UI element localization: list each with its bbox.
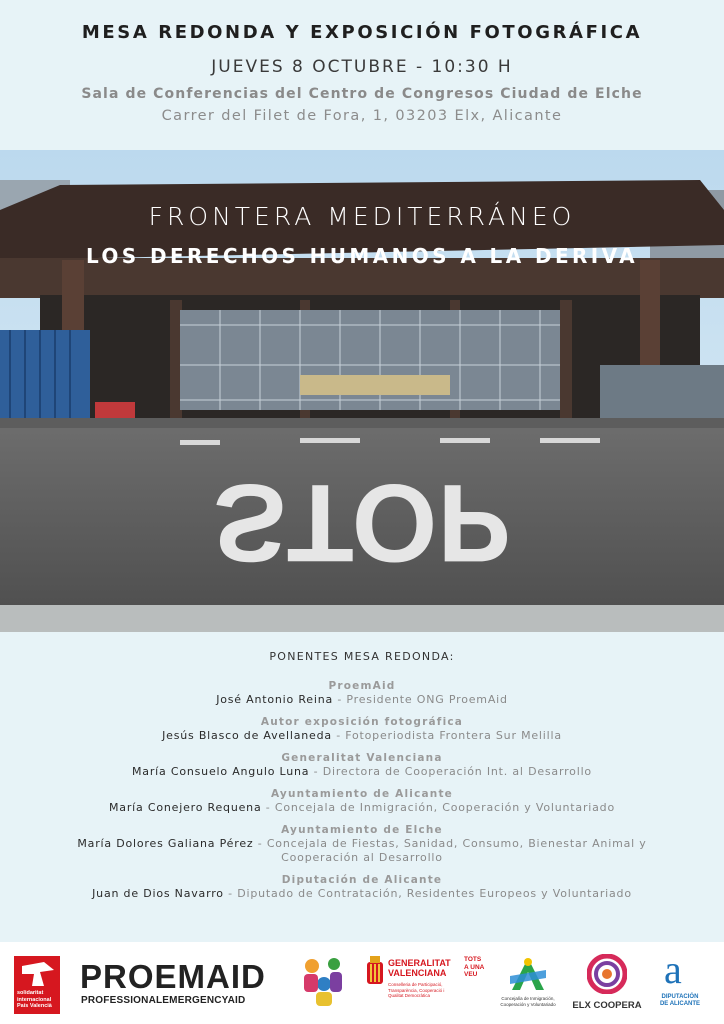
tots-a-una-veu-text: TOTS A UNA VEU [464, 956, 485, 978]
speaker-group [0, 715, 724, 743]
speaker-name: María Consuelo Angulo Luna [132, 765, 310, 778]
elx-coopera-logo [572, 954, 642, 1016]
speaker-role: - Diputado de Contratación, Residentes Europeos y Voluntariado [223, 887, 632, 900]
generalitat-shield-icon [366, 956, 384, 988]
diputacion-wordmark: DIPUTACIÓN DE ALICANTE [659, 994, 701, 1007]
speaker-organization: Ayuntamiento de Alicante [270, 788, 454, 800]
speaker-organization: Ayuntamiento de Elche [281, 824, 443, 836]
speakers-section [0, 650, 724, 909]
solidaridad-text: solidaritat internacional País Valencià [17, 990, 52, 1009]
alicante-concejalia-text: Concejalía de Inmigración, Cooperación y Voluntariado [500, 996, 556, 1007]
event-title: MESA REDONDA Y EXPOSICIÓN FOTOGRÁFICA [81, 22, 643, 43]
diputacion-alicante-logo [650, 947, 710, 1016]
event-header [0, 0, 724, 150]
speaker-name: José Antonio Reina [216, 693, 334, 706]
speaker-organization: ProemAid [328, 680, 396, 692]
proemaid-tagline: PROFESSIONALEMERGENCYAID [81, 995, 246, 1006]
event-address: Carrer del Filet de Fora, 1, 03203 Elx, Alicante [161, 108, 563, 124]
speaker-line [0, 801, 724, 815]
solidaridad-mark-icon [14, 960, 60, 990]
speaker-group [0, 751, 724, 779]
speaker-name: María Conejero Requena [109, 801, 262, 814]
speaker-name: Jesús Blasco de Avellaneda [162, 729, 332, 742]
speaker-line [0, 765, 724, 779]
speaker-role-continued: Cooperación al Desarrollo [281, 851, 443, 864]
children-figures-logo [298, 954, 350, 1010]
speaker-line [0, 837, 724, 851]
stop-road-marking: STOP [213, 461, 511, 584]
speaker-organization: Autor exposición fotográfica [260, 716, 464, 728]
proemaid-wordmark: PROEMAID [80, 958, 266, 995]
proemaid-logo [80, 958, 290, 1008]
exhibition-title: FRONTERA MEDITERRÁNEO [148, 202, 576, 231]
elx-coopera-spiral-icon [587, 954, 627, 994]
elx-coopera-wordmark: ELX COOPERA [572, 1000, 642, 1011]
generalitat-valenciana-logo [366, 954, 490, 1016]
speakers-heading: PONENTES MESA REDONDA: [269, 650, 455, 663]
alicante-a-icon [504, 956, 552, 992]
speaker-organization: Generalitat Valenciana [281, 752, 443, 764]
speaker-line [0, 729, 724, 743]
alicante-concejalia-logo [496, 956, 560, 1018]
speaker-role: - Concejala de Inmigración, Cooperación y Voluntariado [261, 801, 615, 814]
conselleria-text: Conselleria de Participació, Transparència, Cooperació i Qualitat Democràtica [388, 982, 445, 998]
speaker-group [0, 787, 724, 815]
exhibition-subtitle: LOS DERECHOS HUMANOS A LA DERIVA [85, 244, 639, 268]
speaker-role: - Concejala de Fiestas, Sanidad, Consumo, Bienestar Animal y [253, 837, 647, 850]
speaker-role: - Directora de Cooperación Int. al Desarrollo [309, 765, 592, 778]
speaker-organization: Diputación de Alicante [281, 874, 443, 886]
speaker-name: Juan de Dios Navarro [92, 887, 224, 900]
speaker-group [0, 823, 724, 865]
solidaridad-internacional-logo [14, 956, 60, 1014]
speaker-role: - Presidente ONG ProemAid [333, 693, 508, 706]
speaker-name: María Dolores Galiana Pérez [77, 837, 254, 850]
sponsor-logos-bar [0, 942, 724, 1024]
speaker-line [0, 887, 724, 901]
speaker-group [0, 679, 724, 707]
event-venue: Sala de Conferencias del Centro de Congresos Ciudad de Elche [81, 86, 643, 102]
speaker-line [0, 693, 724, 707]
speaker-group [0, 873, 724, 901]
speaker-role: - Fotoperiodista Frontera Sur Melilla [331, 729, 562, 742]
diputacion-a-icon: a [664, 947, 682, 992]
event-date: JUEVES 8 OCTUBRE - 10:30 H [211, 57, 513, 77]
generalitat-wordmark: GENERALITAT VALENCIANA [388, 958, 451, 978]
